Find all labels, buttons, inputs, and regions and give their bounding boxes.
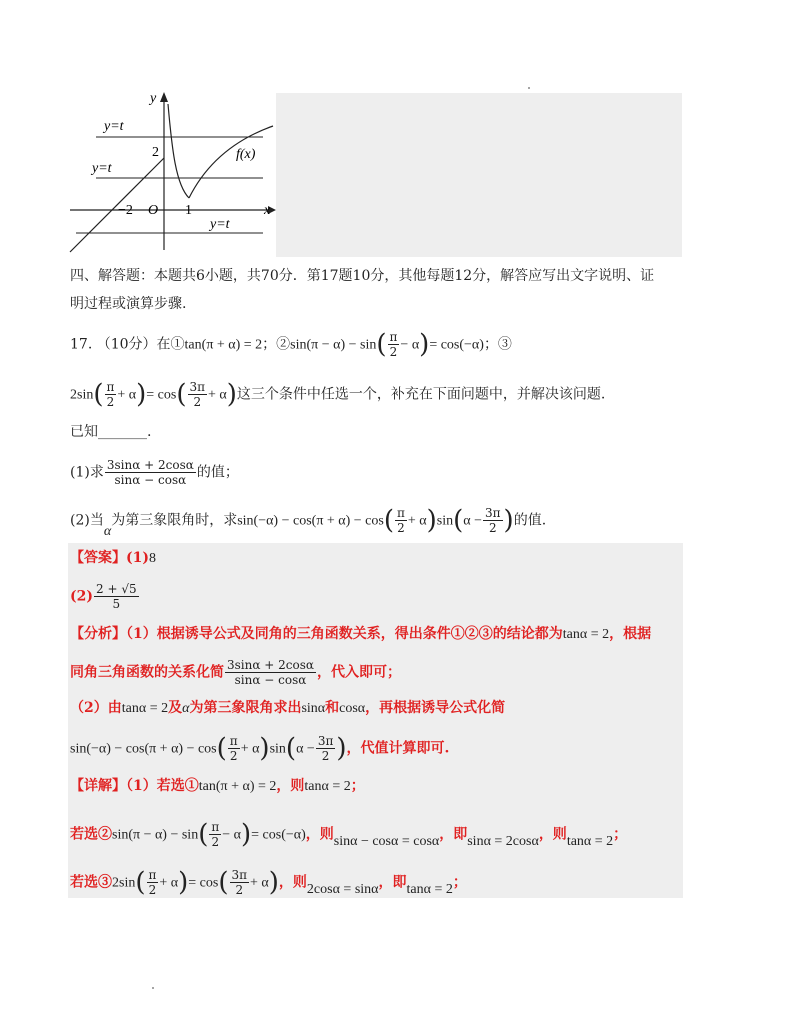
detail-ji: ，即 [439, 826, 468, 843]
answer-label2: (2) [70, 588, 93, 605]
detail-line3: 若选③2sin( $\frac{\pi}{2}$ + α)= cos( $\frac{3\pi}{2}$ + α)，则2cosα = sinα，即tanα = 2； [70, 867, 467, 898]
q17-cond2-b: − α [400, 337, 420, 353]
detail-cond2-a: sin(π − α) − sin [112, 827, 199, 843]
part2-prefix: (2)当 [70, 512, 104, 529]
section-heading-line2: 明过程或演算步骤. [70, 296, 187, 312]
detail-then1: ，则 [276, 778, 305, 794]
q17-cond3-c: = cos [146, 387, 177, 403]
analysis-fraction: $\frac{3\sin\alpha + 2\cos\alpha}{\sin\alpha - \cos\alpha}$ [227, 658, 314, 687]
fx-label: f(x) [236, 147, 256, 162]
q17-sep1: ；② [262, 336, 291, 353]
function-graph [68, 90, 278, 258]
y-axis-arrow [160, 92, 168, 102]
analysis-line3-alpha: α [182, 701, 190, 716]
detail-eq1: tan(π + α) = 2 [198, 779, 277, 794]
q17-number: 17. [70, 336, 93, 353]
tick-1: 1 [185, 203, 192, 218]
answer-fraction: $\frac{2 + √5}{5}$ [96, 582, 137, 611]
answer-line2 [70, 582, 140, 611]
part1-fraction: $\frac{3\sin\alpha + 2\cos\alpha}{\sin\alpha - \cos\alpha}$ [106, 458, 194, 487]
x-axis-label: x [264, 203, 271, 218]
tick-2: 2 [152, 145, 159, 160]
detail-line2: 若选②sin(π − α) − sin( $\frac{\pi}{2}$ − α)= cos(−α)，则sinα − cosα = cosα，即sinα = 2cosα，则tanα = 2； [70, 819, 628, 850]
detail-line1 [70, 776, 365, 797]
analysis-label: 【分析】（1）根据诱导公式及同角的三角函数关系，得出条件①②③的结论都为 [70, 626, 563, 642]
q17-cond2-c: = cos(−α) [429, 337, 484, 353]
detail-then2: ，则 [305, 826, 334, 843]
figure-background-panel [276, 93, 682, 257]
part1-suffix: 的值； [196, 464, 239, 481]
analysis-line3-tan: tanα = 2 [121, 701, 169, 716]
part2-expr-c: sin [436, 513, 454, 529]
detail-frac-3pi-2: $\frac{3\pi}{2}$ [231, 868, 248, 897]
analysis-tail1: ，根据 [609, 626, 652, 642]
q17-part1 [70, 458, 239, 487]
detail-cond3-d: + α [250, 875, 269, 891]
frac-3pi-over-2: $\frac{3\pi}{2}$ [189, 380, 206, 409]
tick-neg2: −2 [118, 203, 133, 218]
part2-suffix: 的值. [513, 512, 547, 529]
detail-label: 【详解】（1）若选① [70, 778, 199, 794]
detail-cond3-c: = cos [188, 875, 219, 891]
detail-sel3: 若选③ [70, 874, 112, 891]
detail-res3b: tanα = 2 [406, 881, 453, 897]
analysis-line3-d: 和 [325, 700, 340, 716]
detail-ji3: ，即 [378, 874, 407, 891]
detail-res2a: sinα − cosα = cosα [333, 833, 440, 849]
label-y-t-mid: y=t [92, 161, 112, 176]
detail-sel2: 若选② [70, 826, 112, 843]
detail-frac-pi-2-b: $\frac{\pi}{2}$ [148, 868, 157, 897]
part2-alpha: α [103, 523, 112, 539]
middle-curve [168, 104, 189, 198]
analysis-line4-suffix: ，代值计算即可. [346, 740, 450, 757]
decorative-dot-bottom [152, 987, 154, 989]
decorative-dot [528, 87, 530, 89]
part2-frac-pi-2: $\frac{\pi}{2}$ [397, 506, 405, 535]
analysis-line3-a: （2）由 [70, 700, 122, 716]
analysis-line3 [70, 698, 505, 719]
detail-cond2-c: = cos(−α) [251, 827, 306, 843]
q17-cond3-a: 2sin [70, 387, 94, 403]
part2-frac-3pi-2: $\frac{3\pi}{2}$ [485, 506, 501, 535]
detail-cond3-b: + α [159, 875, 179, 891]
detail-end2: ； [613, 826, 628, 843]
analysis-line3-c: 为第三象限角求出 [189, 700, 302, 716]
detail-res3a: 2cosα = sinα [306, 881, 379, 897]
detail-res2b: sinα = 2cosα [467, 833, 539, 849]
analysis-frac-pi-2: $\frac{\pi}{2}$ [229, 734, 238, 763]
analysis-line3-sin: sinα [301, 701, 326, 716]
part2-expr-d: α − [463, 513, 483, 529]
analysis-line3-e: ，再根据诱导公式化简 [365, 700, 506, 716]
detail-then2b: ，则 [538, 826, 567, 843]
frac-pi-over-2: $\frac{\pi}{2}$ [389, 330, 398, 359]
label-y-t-top: y=t [104, 119, 124, 134]
detail-frac-pi-2: $\frac{\pi}{2}$ [211, 820, 220, 849]
part2-expr-a: sin(−α) − cos(π + α) − cos [237, 513, 384, 529]
detail-cond3-a: 2sin [112, 875, 136, 891]
q17-cond3-d: + α [208, 387, 227, 403]
section-heading-line1: 四、解答题：本题共6小题，共70分．第17题10分，其他每题12分，解答应写出文字说明、证 [70, 268, 655, 284]
analysis-line3-cos: cosα [339, 701, 366, 716]
q17-line2: 2sin( $\frac{\pi}{2}$ + α)= cos( $\frac{3\pi}{2}$ + α)这三个条件中任选一个，补充在下面问题中，并解决该问题. [70, 379, 606, 410]
detail-end1: ； [350, 778, 365, 794]
q17-score: （10分）在① [96, 336, 185, 353]
q17-condition1: tan(π + α) = 2 [184, 337, 263, 353]
analysis-line1 [70, 624, 651, 645]
part2-mid: 为第三象限角时，求 [111, 512, 238, 529]
detail-res2c: tanα = 2 [566, 833, 614, 849]
answer-label: 【答案】(1) [70, 550, 149, 566]
analysis-line3-b: 及 [168, 700, 183, 716]
part1-prefix: (1)求 [70, 464, 104, 481]
analysis-line4: sin(−α) − cos(π + α) − cos( $\frac{\pi}{2}$ + α)sin(α − $\frac{3\pi}{2}$ )，代值计算即可. [70, 733, 450, 764]
q17-tail: 这三个条件中任选一个，补充在下面问题中，并解决该问题. [236, 386, 606, 403]
q17-cond3-b: + α [117, 387, 137, 403]
answer-line1 [70, 548, 156, 569]
origin-label: O [148, 203, 159, 218]
analysis-line2-prefix: 同角三角函数的关系化简 [70, 664, 224, 681]
analysis-expr-c: sin [269, 741, 286, 757]
q17-known: 已知_______. [70, 424, 152, 440]
frac-pi-over-2-b: $\frac{\pi}{2}$ [106, 380, 115, 409]
analysis-expr-b: + α [240, 741, 260, 757]
analysis-line2-suffix: ，代入即可； [317, 664, 401, 681]
analysis-line2 [70, 658, 401, 687]
analysis-expr-d: α − [296, 741, 315, 757]
q17-sep2: ；③ [483, 336, 512, 353]
analysis-expr-a: sin(−α) − cos(π + α) − cos [70, 741, 217, 757]
q17-line1: 17. （10分）在①tan(π + α) = 2；②sin(π − α) − sin( $\frac{\pi}{2}$ − α)= cos(−α)；③ [70, 329, 512, 360]
analysis-frac-3pi-2: $\frac{3\pi}{2}$ [317, 734, 334, 763]
q17-cond2-a: sin(π − α) − sin [290, 337, 377, 353]
detail-end3: ； [452, 874, 467, 891]
detail-then3: ，则 [278, 874, 307, 891]
q17-part2: (2)当α为第三象限角时，求sin(−α) − cos(π + α) − cos( $\frac{\pi}{2}$ + α)sin(α − $\frac{3\pi}{2}$ )的值. [70, 505, 547, 539]
answer-value1: 8 [149, 551, 156, 566]
part2-expr-b: + α [407, 513, 427, 529]
label-y-t-bottom: y=t [210, 217, 230, 232]
analysis-tan-eq: tanα = 2 [562, 627, 610, 642]
detail-cond2-b: − α [222, 827, 241, 843]
y-axis-label: y [150, 91, 157, 106]
detail-res1: tanα = 2 [304, 779, 351, 794]
